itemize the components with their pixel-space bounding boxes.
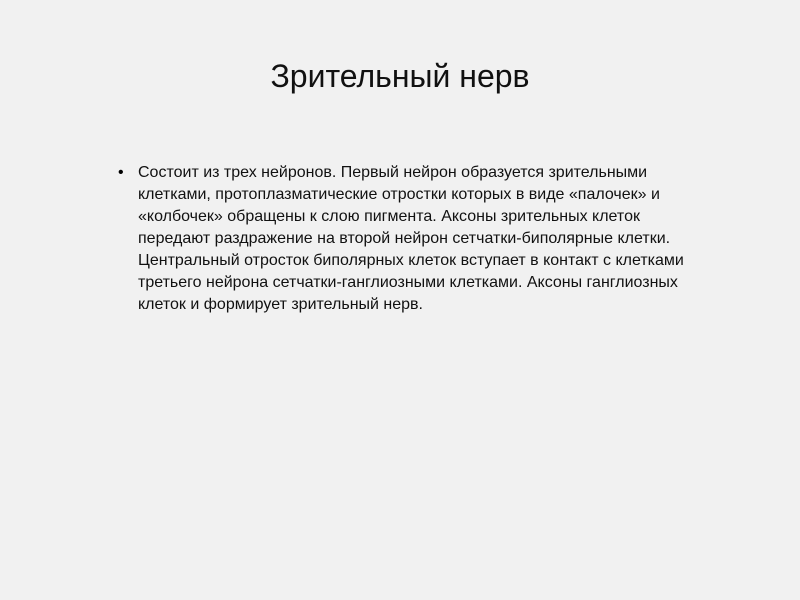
bullet-marker: •	[118, 164, 124, 181]
bullet-text: Состоит из трех нейронов. Первый нейрон образуется зрительными клетками, протоплазматические отростки которых в виде «палочек» и «колбочек» обращены к слою пигмента. Аксоны зрительных клеток передают раздражение на второй нейрон сетчатки-биполярные клетки. Центральный отросток биполярных клеток вступает в контакт с клетками третьего нейрона сетчатки-ганглиозными клетками. Аксоны ганглиозных клеток и формирует зрительный нерв.	[138, 164, 684, 313]
slide-title: Зрительный нерв	[270, 58, 530, 94]
bullet-item	[118, 162, 698, 316]
slide-body	[118, 162, 698, 316]
